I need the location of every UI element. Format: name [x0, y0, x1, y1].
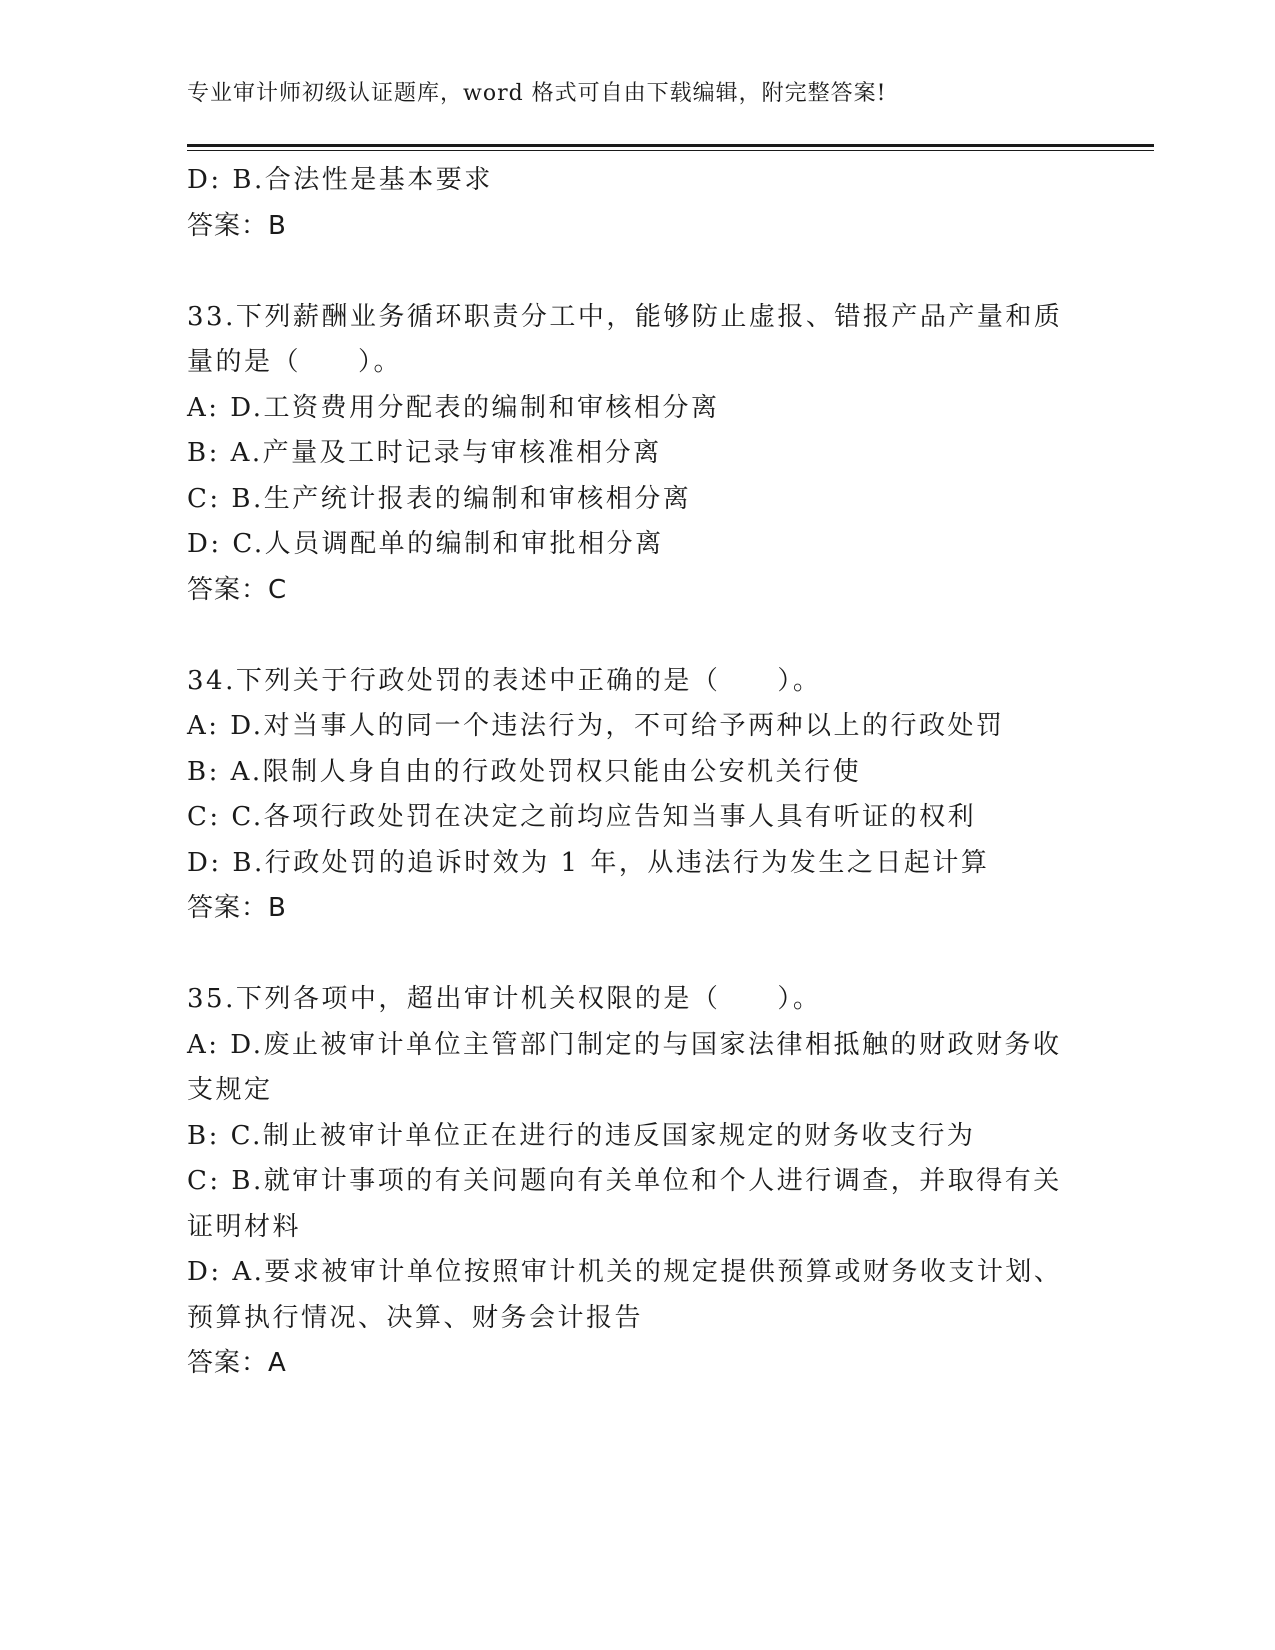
header-rule-thick — [187, 144, 1154, 147]
q33-option-b: B: A.产量及工时记录与审核准相分离 — [187, 438, 662, 468]
q35-answer: 答案：A — [187, 1348, 287, 1378]
question-content — [187, 158, 1087, 1387]
spacer — [187, 613, 1087, 659]
q33-stem-line2: 量的是（ ）。 — [187, 347, 403, 377]
prev-answer: 答案：B — [187, 210, 287, 241]
q33-answer: 答案：C — [187, 574, 288, 605]
q34-answer: 答案：B — [187, 893, 287, 923]
q35-option-c-line1: C: B.就审计事项的有关问题向有关单位和个人进行调查，并取得有关 — [187, 1166, 1062, 1196]
q34-option-d: D: B.行政处罚的追诉时效为 1 年，从违法行为发生之日起计算 — [187, 847, 990, 878]
header-note: 专业审计师初级认证题库，word 格式可自由下载编辑，附完整答案! — [187, 81, 887, 106]
q33-option-a: A: D.工资费用分配表的编制和审核相分离 — [187, 392, 720, 423]
q33-option-d: D: C.人员调配单的编制和审批相分离 — [187, 529, 664, 559]
q34-option-c: C: C.各项行政处罚在决定之前均应告知当事人具有听证的权利 — [187, 802, 977, 832]
q35-option-a-line2: 支规定 — [187, 1075, 273, 1105]
header-rule-thin — [187, 150, 1154, 151]
q33-option-c: C: B.生产统计报表的编制和审核相分离 — [187, 483, 692, 514]
prev-option-d: D: B.合法性是基本要求 — [187, 165, 493, 195]
q34-stem-line1: 34.下列关于行政处罚的表述中正确的是（ ）。 — [187, 665, 822, 696]
q35-option-c-line2: 证明材料 — [187, 1211, 302, 1242]
spacer — [187, 249, 1087, 295]
spacer — [187, 932, 1087, 978]
q35-option-d-line2: 预算执行情况、决算、财务会计报告 — [187, 1302, 644, 1333]
q34-option-b: B: A.限制人身自由的行政处罚权只能由公安机关行使 — [187, 756, 862, 787]
q35-option-b: B: C.制止被审计单位正在进行的违反国家规定的财务收支行为 — [187, 1120, 976, 1151]
q34-option-a: A: D.对当事人的同一个违法行为，不可给予两种以上的行政处罚 — [187, 711, 1005, 741]
q35-stem-line1: 35.下列各项中，超出审计机关权限的是（ ）。 — [187, 984, 822, 1014]
q35-option-d-line1: D: A.要求被审计单位按照审计机关的规定提供预算或财务收支计划、 — [187, 1257, 1063, 1287]
q35-option-a-line1: A: D.废止被审计单位主管部门制定的与国家法律相抵触的财政财务收 — [187, 1029, 1062, 1060]
q33-stem-line1: 33.下列薪酬业务循环职责分工中，能够防止虚报、错报产品产量和质 — [187, 301, 1063, 332]
